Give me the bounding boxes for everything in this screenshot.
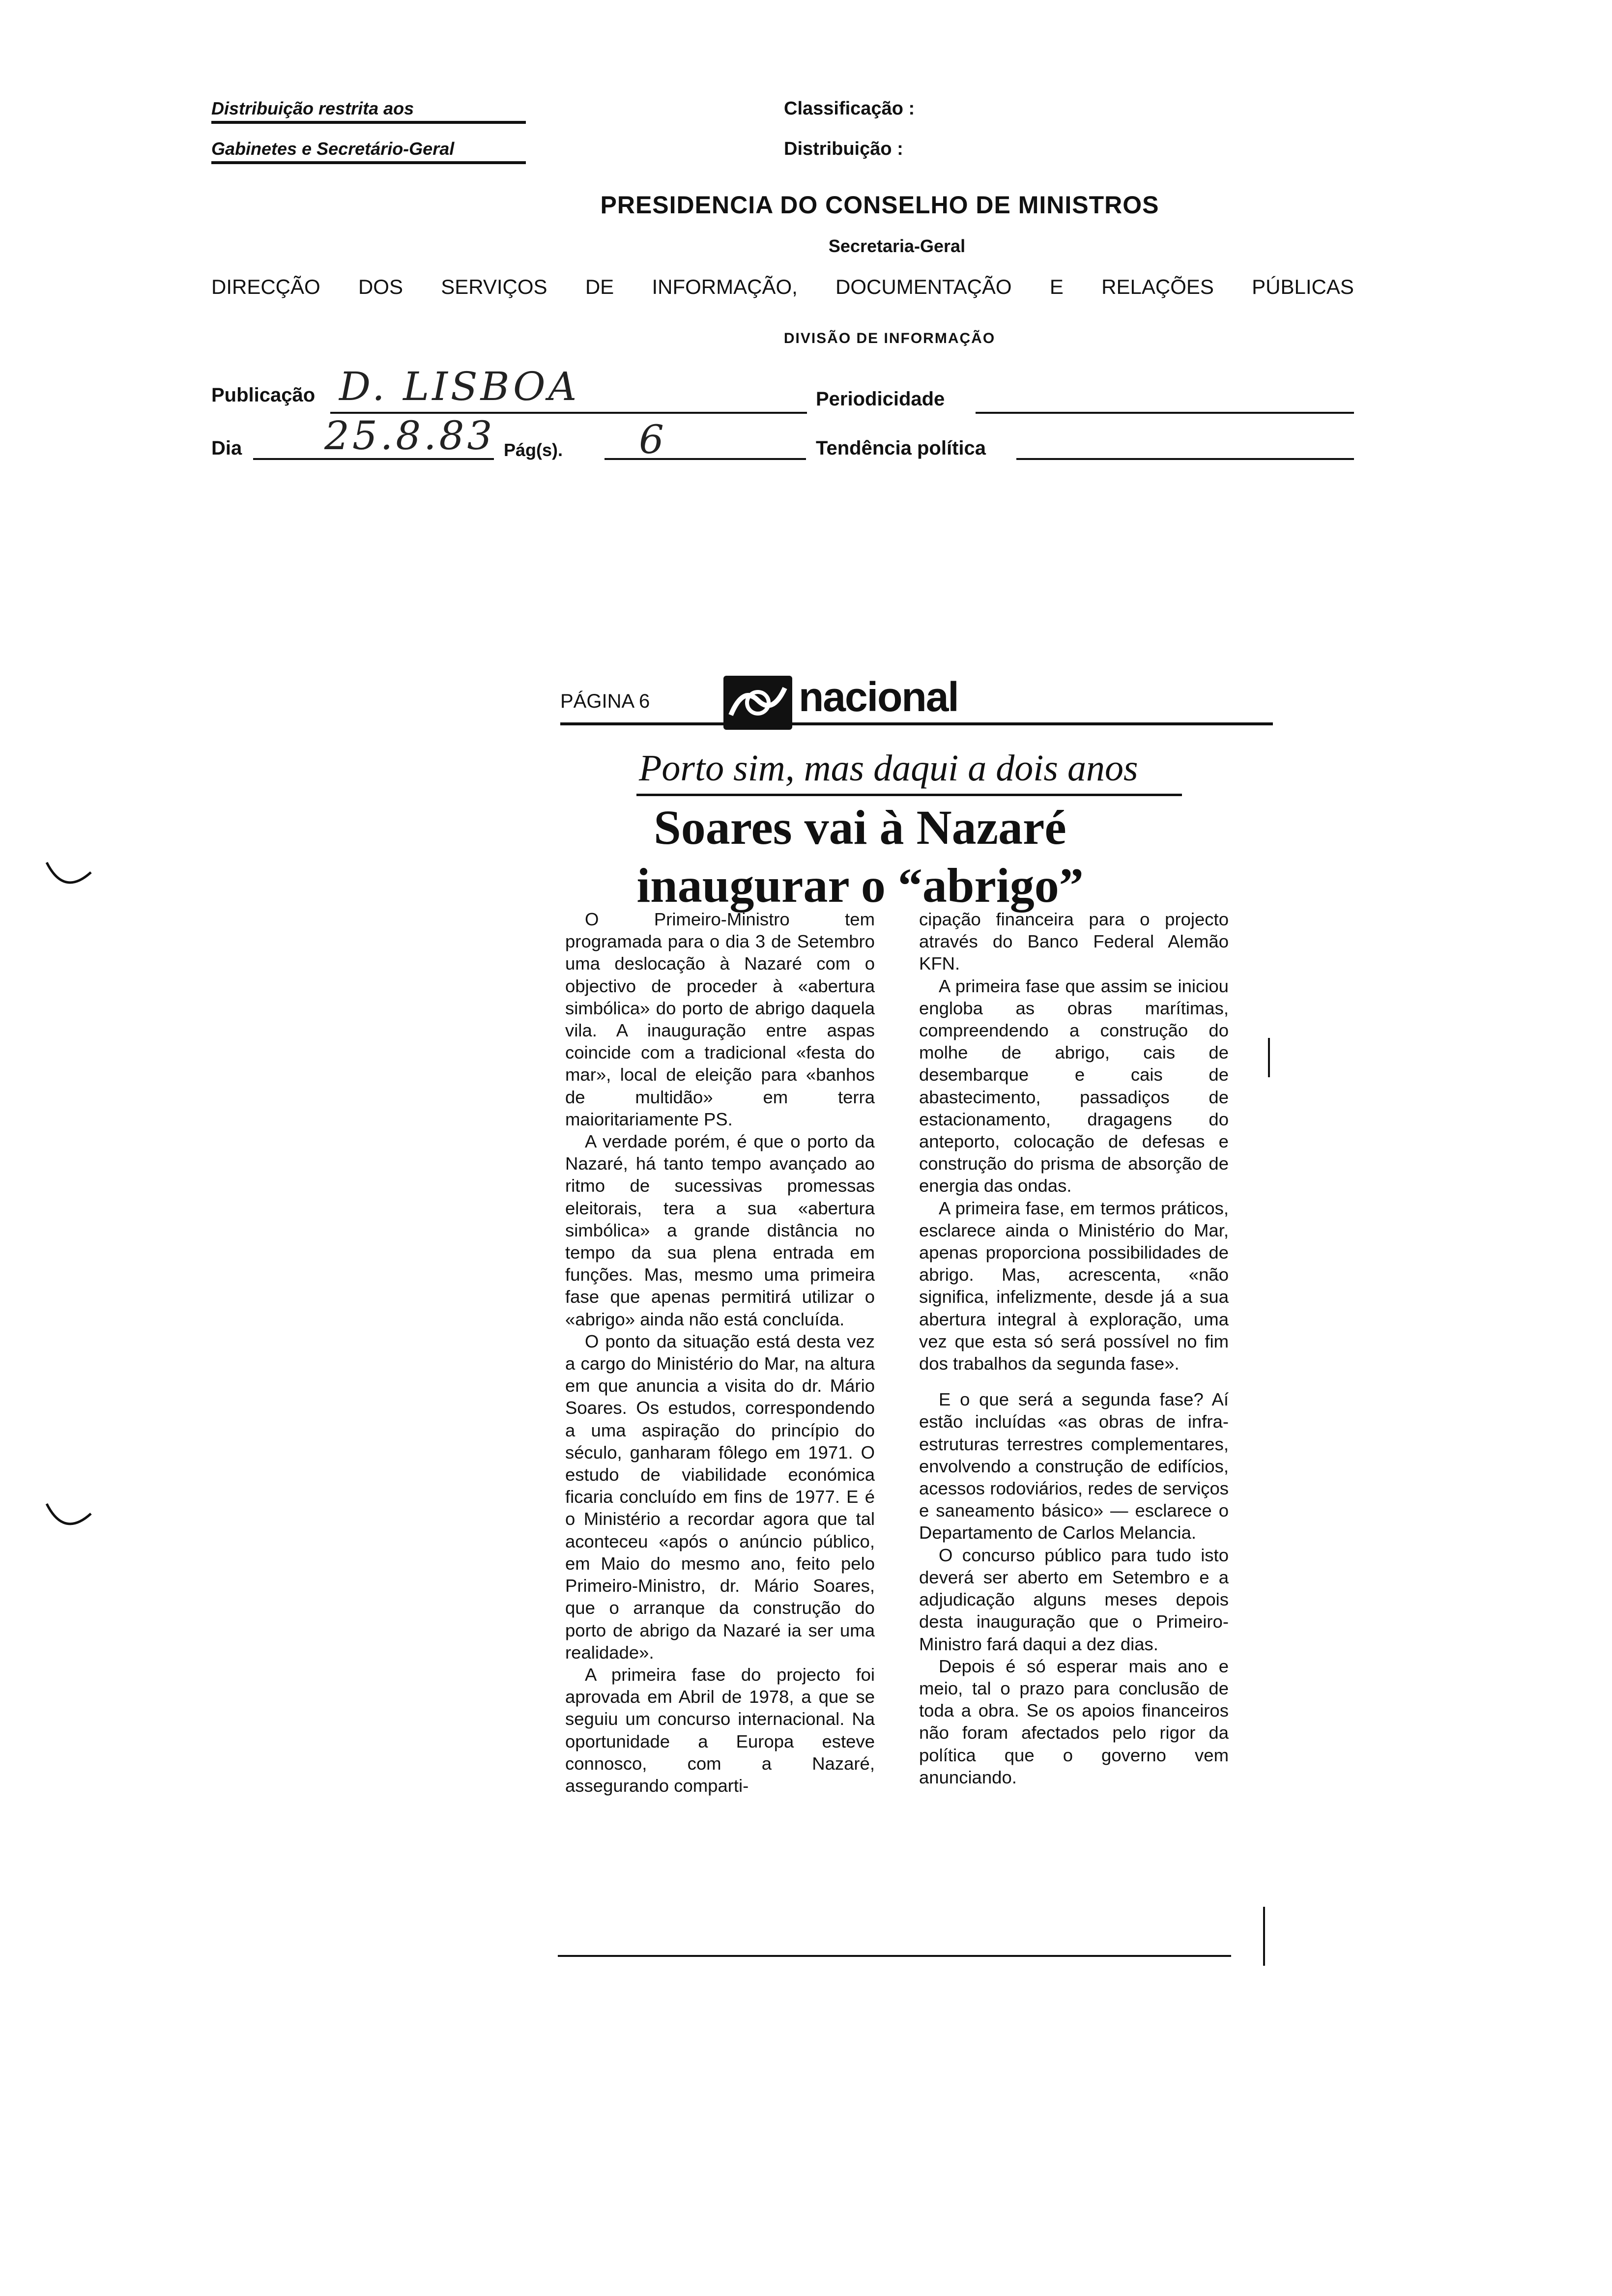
organization-title: PRESIDENCIA DO CONSELHO DE MINISTROS (600, 191, 1159, 219)
periodicidade-label: Periodicidade (816, 388, 945, 410)
paragraph: cipação financeira para o projecto através do Banco Federal Alemão KFN. (919, 909, 1229, 974)
margin-bar (1268, 1038, 1270, 1077)
tendencia-label: Tendência política (816, 437, 986, 459)
paragraph: O concurso público para tudo isto deverá ser aberto em Setembro e a adjudicação alguns meses depois desta inauguração que o Primeiro-Ministro fará daqui a dez dias. (919, 1545, 1229, 1654)
paragraph: A primeira fase, em termos práticos, esclarece ainda o Ministério do Mar, apenas proporciona possibilidades de abrigo. Mas, acrescenta, «não significa, infelizmente, desde já a sua abertura integral à exploração, uma vez que esta só será possível no fim dos trabalhos da segunda fase». (919, 1198, 1229, 1374)
direccao-word: E (1049, 275, 1064, 298)
paragraph: A primeira fase do projecto foi aprovada em Abril de 1978, a que se seguiu um concurso internacional. Na oportunidade a Europa esteve connosco, com a Nazaré, assegurando comparti- (565, 1664, 875, 1796)
punch-mark-bottom (42, 1496, 96, 1541)
classificacao-label: Classificação : (784, 98, 915, 119)
direccao-word: RELAÇÕES (1101, 275, 1214, 298)
section-rule (560, 722, 1273, 725)
paragraph: E o que será a segunda fase? Aí estão incluídas «as obras de infra-estruturas terrestres complementares, envolvendo a construção de edifícios, acessos rodoviários, redes de serviços e saneamento básico» — esclarece o Departamento de Carlos Melancia. (919, 1389, 1229, 1543)
distribuicao-label: Distribuição : (784, 139, 903, 159)
direccao-line (211, 275, 1354, 299)
headline-line-1: Soares vai à Nazaré (654, 800, 1066, 855)
article-column-1 (565, 908, 875, 1797)
pags-label: Pág(s). (504, 440, 563, 460)
direccao-word: DOS (358, 275, 403, 298)
publicacao-label: Publicação (211, 384, 316, 406)
tendencia-underline (1016, 458, 1354, 460)
periodicidade-underline (976, 412, 1354, 414)
publicacao-handwritten: D. LISBOA (339, 364, 580, 409)
dia-handwritten: 25.8.83 (324, 413, 495, 459)
direccao-word: SERVIÇOS (441, 275, 547, 298)
direccao-word: DIRECÇÃO (211, 275, 320, 298)
section-title: nacional (799, 674, 958, 720)
clipping-bottom-rule (558, 1955, 1231, 1957)
secretaria-geral: Secretaria-Geral (828, 236, 966, 256)
direccao-word: INFORMAÇÃO, (652, 275, 798, 298)
direccao-word: PÚBLICAS (1252, 275, 1354, 298)
paragraph: A verdade porém, é que o porto da Nazaré, há tanto tempo avançado ao ritmo de sucessivas promessas eleitorais, tera a sua «abertura simbólica» a grande distância no tempo da sua plena entrada em funções. Mas, mesmo uma primeira fase que apenas permitirá utilizar o «abrigo» ainda não está concluída. (565, 1131, 875, 1329)
restricted-distribution-line2: Gabinetes e Secretário-Geral (211, 139, 526, 164)
paragraph: Depois é só esperar mais ano e meio, tal o prazo para conclusão de toda a obra. Se os apoios financeiros não foram afectados pelo rigor da política que o governo vem anunciando. (919, 1656, 1229, 1787)
divisao-informacao: DIVISÃO DE INFORMAÇÃO (783, 330, 996, 346)
headline-line-2: inaugurar o “abrigo” (636, 858, 1084, 913)
article-column-2 (919, 908, 1229, 1788)
pags-underline (604, 458, 806, 460)
page-number-label: PÁGINA 6 (560, 690, 650, 712)
direccao-word: DE (585, 275, 614, 298)
headline (614, 799, 1106, 915)
paragraph: O Primeiro-Ministro tem programada para o dia 3 de Setembro uma deslocação à Nazaré com o objectivo de proceder à «abertura simbólica» do porto de abrigo daquela vila. A inauguração entre aspas coincide com a tradicional «festa do mar», local de eleição para «banhos de multidão» em terra maioritariamente PS. (565, 909, 875, 1129)
restricted-distribution-line1: Distribuição restrita aos (211, 98, 526, 124)
newspaper-logo-icon (723, 676, 792, 730)
paragraph: O ponto da situação está desta vez a cargo do Ministério do Mar, na altura em que anuncia a visita do dr. Mário Soares. Os estudos, correspondendo a uma aspiração do princípio do século, ganharam fôlego em 1971. O estudo de viabilidade económica ficaria concluído em fins de 1977. E é o Ministério a recordar agora que tal aconteceu «após o anúncio público, em Maio do mesmo ano, feito pelo Primeiro-Ministro, dr. Mário Soares, que o arranque da construção do porto de abrigo da Nazaré ia ser uma realidade». (565, 1331, 875, 1663)
paragraph: A primeira fase que assim se iniciou engloba as obras marítimas, compreendendo a construção do molhe de abrigo, cais de desembarque e cais de abastecimento, passadiços de estacionamento, dragagens do anteporto, colocação de defesas e construção do prisma de absorção de energia das ondas. (919, 976, 1229, 1196)
direccao-word: DOCUMENTAÇÃO (835, 275, 1012, 298)
punch-mark-top (42, 855, 96, 899)
pags-handwritten: 6 (639, 417, 667, 462)
margin-bar (1263, 1907, 1265, 1966)
kicker: Porto sim, mas daqui a dois anos (639, 747, 1138, 789)
kicker-rule (636, 794, 1182, 796)
dia-label: Dia (211, 437, 242, 459)
